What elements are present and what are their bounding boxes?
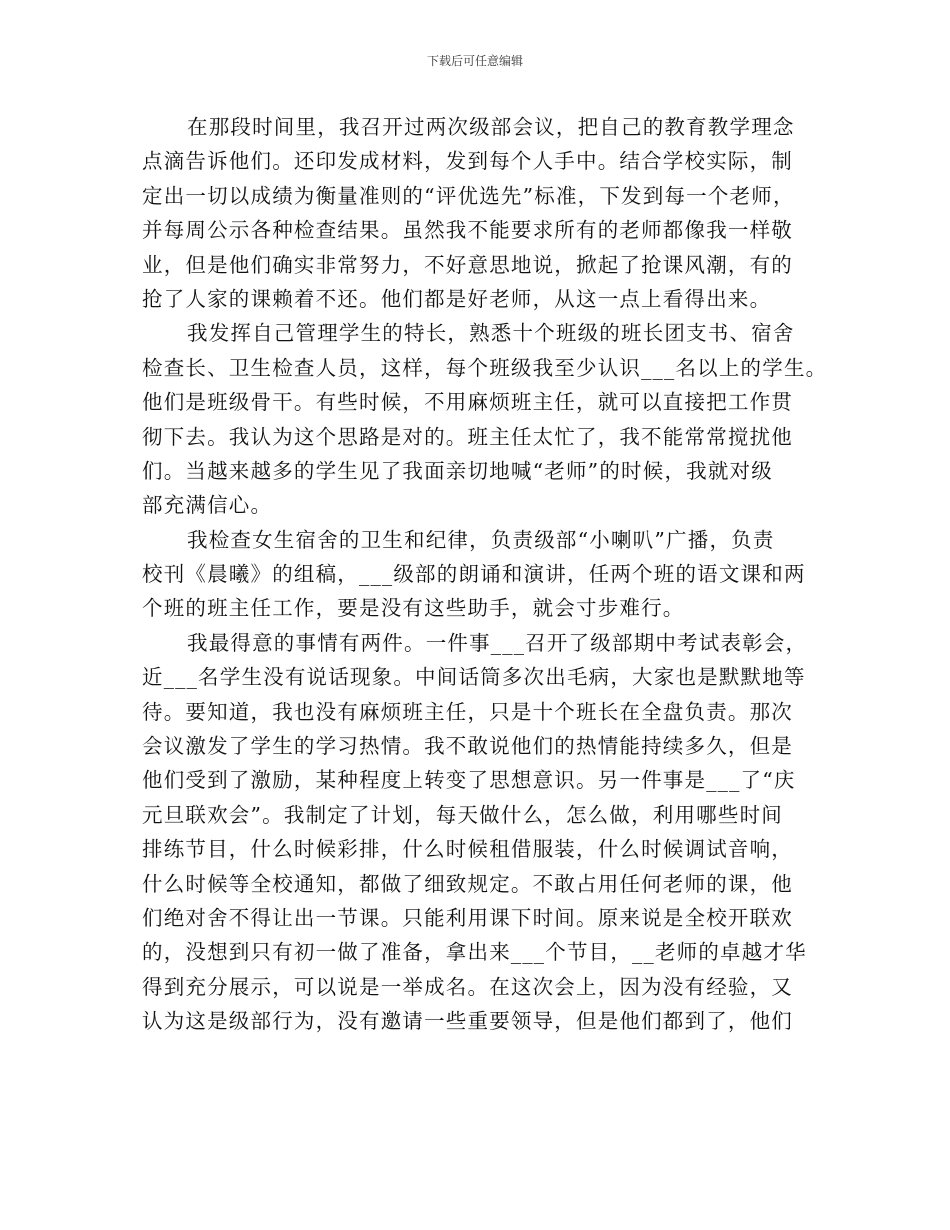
text-line: 我检查女生宿舍的卫生和纪律，负责级部“小喇叭”广播，负责 bbox=[187, 527, 775, 552]
text-line: 得到充分展示，可以说是一举成名。在这次会上，因为没有经验，又 bbox=[142, 974, 793, 999]
text-line: 元旦联欢会”。我制定了计划，每天做什么，怎么做，利用哪些时间 bbox=[142, 802, 783, 827]
page-header: 下载后可任意编辑 bbox=[426, 54, 523, 68]
text-line: 点滴告诉他们。还印发成材料，发到每个人手中。结合学校实际，制 bbox=[142, 149, 793, 174]
text-line: 待。要知道，我也没有麻烦班主任，只是十个班长在全盘负责。那次 bbox=[142, 699, 793, 724]
text-line: 定出一切以成绩为衡量准则的“评优选先”标准，下发到每一个老师， bbox=[142, 183, 795, 208]
text-line: 的，没想到只有初一做了准备，拿出来___个节目，__老师的卓越才华 bbox=[142, 940, 807, 965]
text-line: 近___名学生没有说话现象。中间话筒多次出毛病，大家也是默默地等 bbox=[142, 665, 806, 690]
text-line: 在那段时间里，我召开过两次级部会议，把自己的教育教学理念 bbox=[187, 115, 795, 139]
text-line: 他们是班级骨干。有些时候，不用麻烦班主任，就可以直接把工作贯 bbox=[142, 390, 793, 415]
text-line: 检查长、卫生检查人员，这样，每个班级我至少认识___名以上的学生。 bbox=[142, 355, 828, 380]
text-line: 会议激发了学生的学习热情。我不敢说他们的热情能持续多久，但是 bbox=[142, 734, 793, 759]
text-line: 们。当越来越多的学生见了我面亲切地喊“老师”的时候，我就对级 bbox=[142, 458, 773, 483]
text-line: 什么时候等全校通知，都做了细致规定。不敢占用任何老师的课，他 bbox=[142, 871, 793, 896]
text-line: 抢了人家的课赖着不还。他们都是好老师，从这一点上看得出来。 bbox=[142, 286, 772, 311]
text-line: 彻下去。我认为这个思路是对的。班主任太忙了，我不能常常搅扰他 bbox=[142, 424, 793, 449]
text-line: 个班的班主任工作，要是没有这些助手，就会寸步难行。 bbox=[142, 596, 685, 621]
document-body bbox=[142, 110, 842, 1039]
text-line: 我发挥自己管理学生的特长，熟悉十个班级的班长团支书、宿舍 bbox=[187, 321, 795, 346]
text-line: 部充满信心。 bbox=[142, 493, 273, 518]
text-line: 们绝对舍不得让出一节课。只能利用课下时间。原来说是全校开联欢 bbox=[142, 905, 793, 930]
text-line: 排练节目，什么时候彩排，什么时候租借服装，什么时候调试音响， bbox=[142, 837, 793, 862]
text-line: 认为这是级部行为，没有邀请一些重要领导，但是他们都到了，他们 bbox=[142, 1009, 793, 1034]
text-line: 业，但是他们确实非常努力，不好意思地说，掀起了抢课风潮，有的 bbox=[142, 252, 793, 277]
text-line: 我最得意的事情有两件。一件事___召开了级部期中考试表彰会， bbox=[187, 630, 808, 655]
text-line: 校刊《晨曦》的组稿，___级部的朗诵和演讲，任两个班的语文课和两 bbox=[142, 562, 806, 587]
text-line: 并每周公示各种检查结果。虽然我不能要求所有的老师都像我一样敬 bbox=[142, 218, 793, 243]
text-line: 他们受到了激励，某种程度上转变了思想意识。另一件事是___了“庆 bbox=[142, 768, 796, 793]
